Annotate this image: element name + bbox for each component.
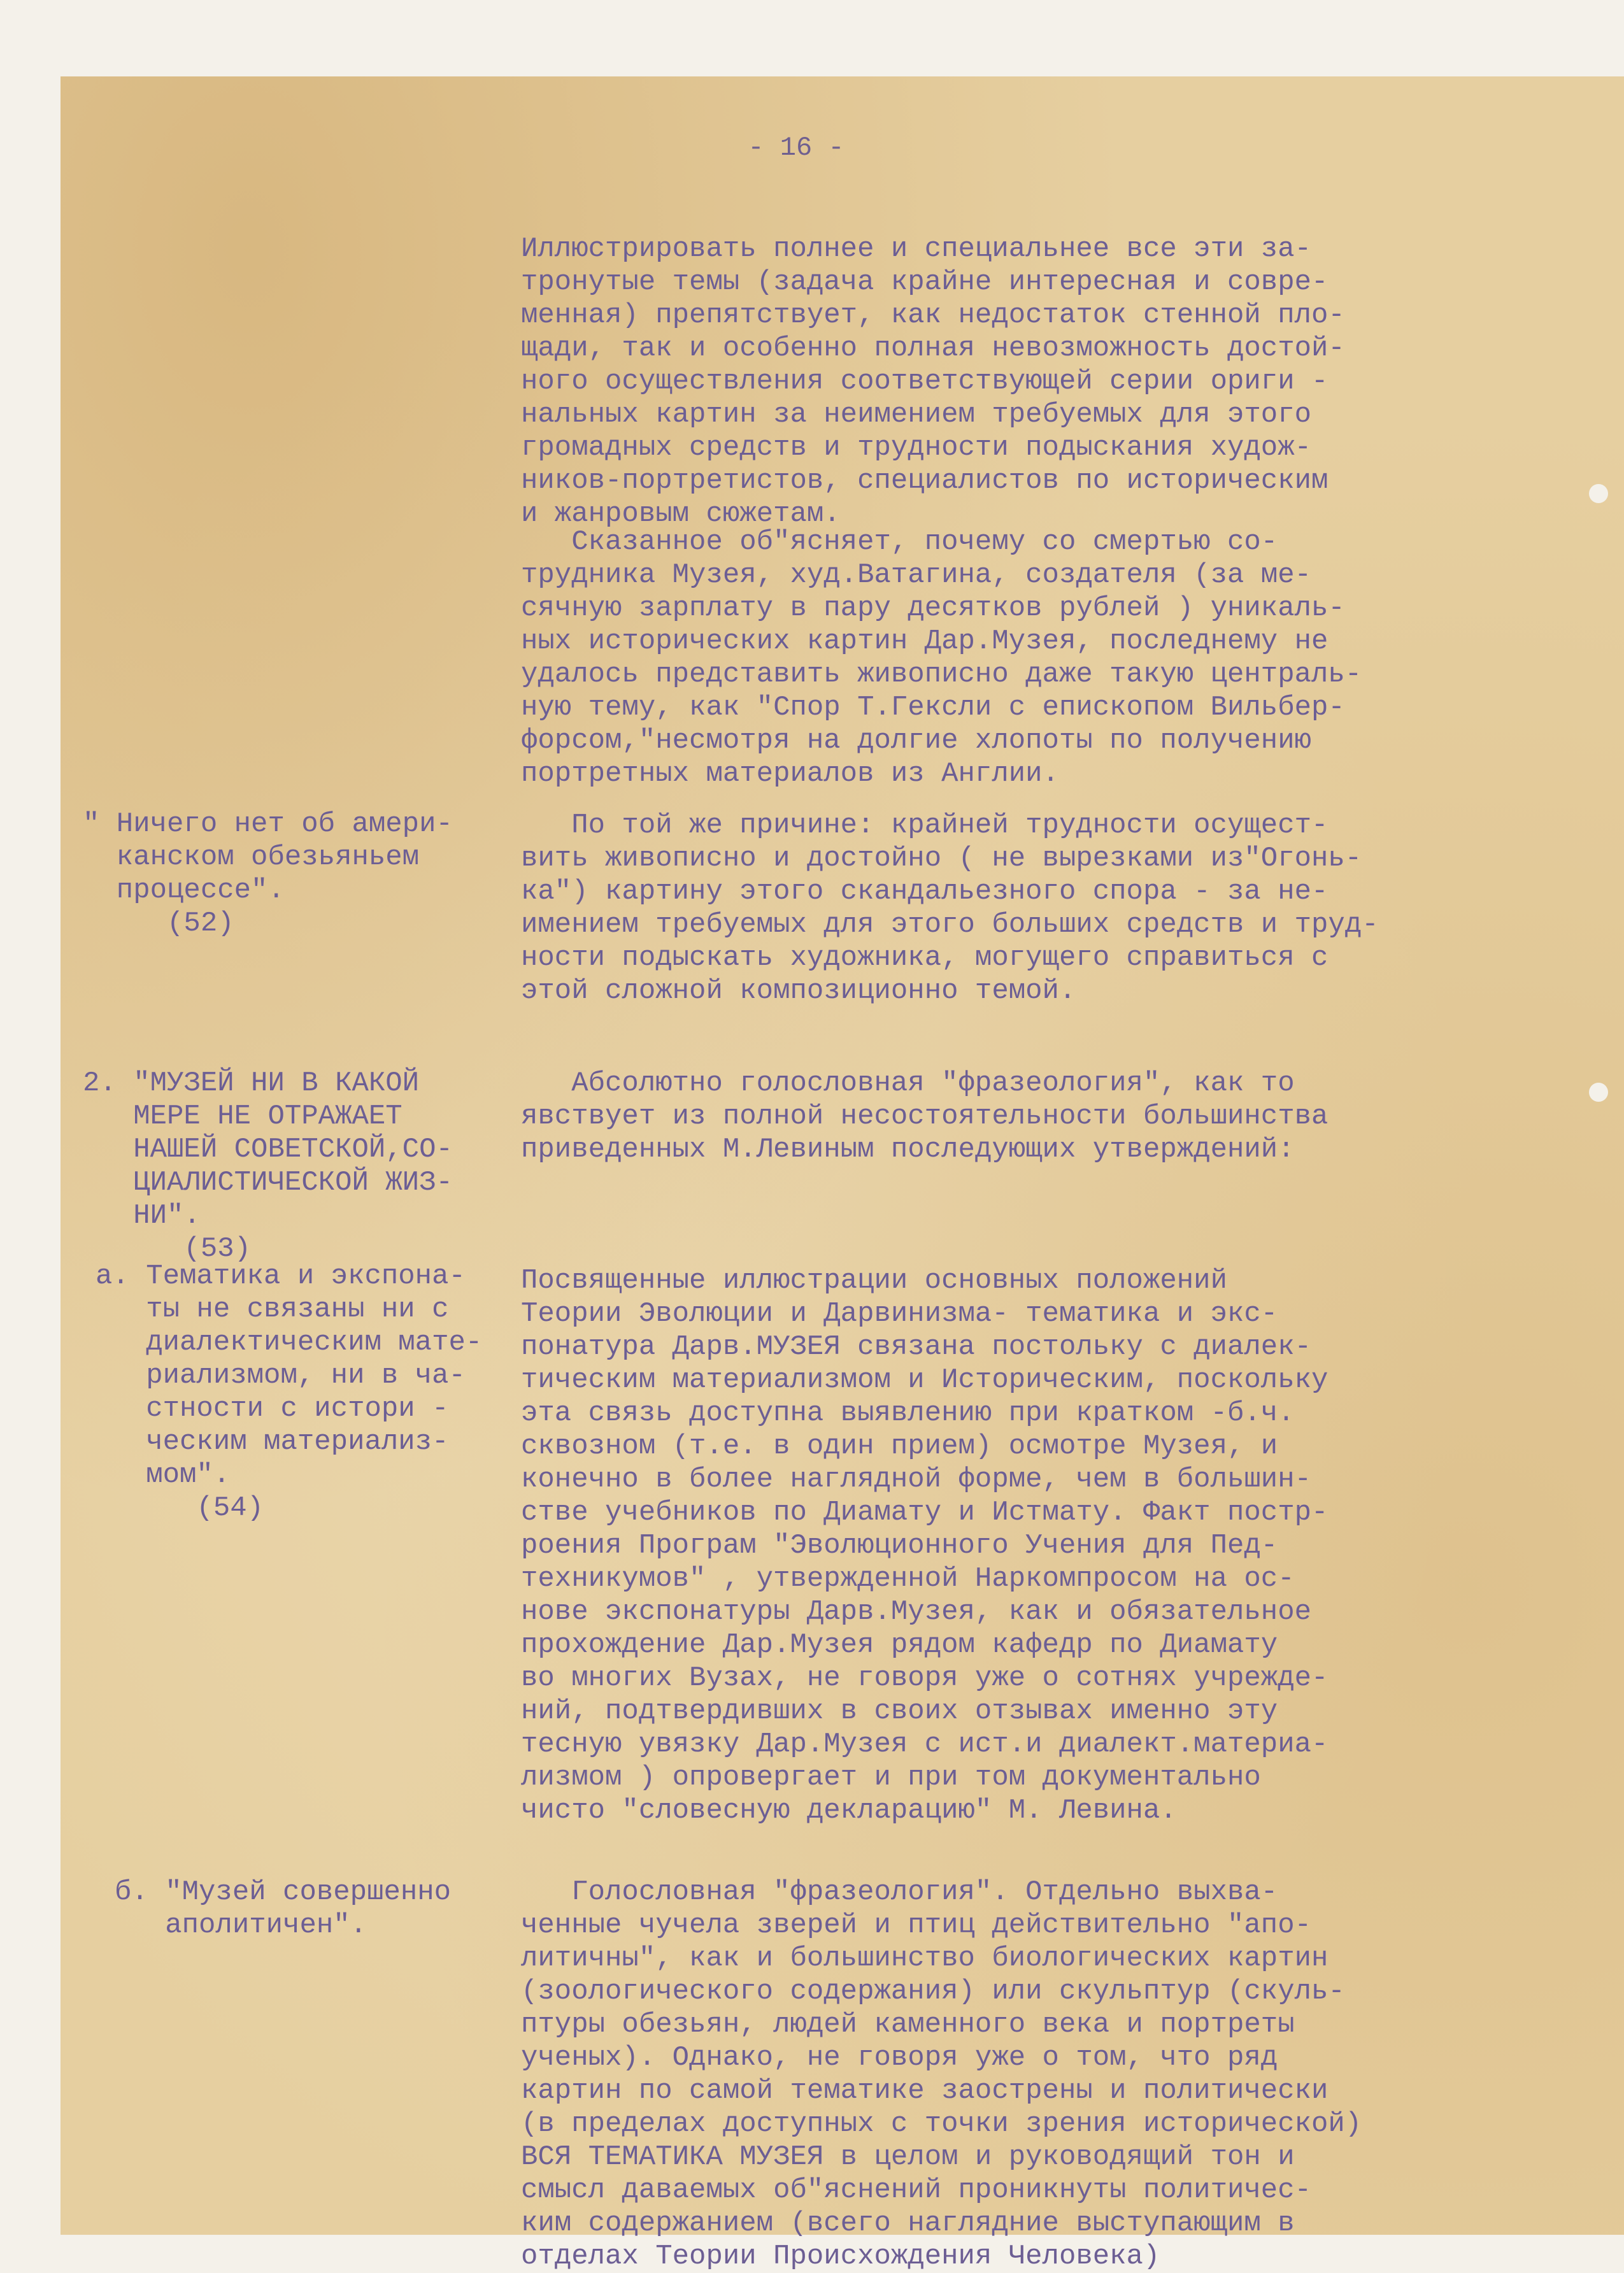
margin-note-53: 2. "МУЗЕЙ НИ В КАКОЙ МЕРЕ НЕ ОТРАЖАЕТ НАШЕЙ СОВЕТСКОЙ,СО- ЦИАЛИСТИЧЕСКОЙ ЖИЗ- НИ". (53) <box>83 1067 453 1265</box>
paragraph-explanation: Сказанное об"ясняет, почему со смертью со- трудника Музея, худ.Ватагина, создателя (за ме- сячную зарплату в пару десятков рублей ) уникаль- ных исторических картин Дар.Музея, последнему не удалось представить живописно даже такую централь- ную тему, как "Спор Т.Гексли с епископом Вильбер- форсом,"несмотря на долгие хлопоты по получению портретных материалов из Англии. <box>521 526 1362 790</box>
paragraph-dialectics: Посвященные иллюстрации основных положений Теории Эволюции и Дарвинизма- тематика и экс- понатура Дарв.МУЗЕЯ связана постольку с диалек- тическим материализмом и Историческим, поскольку эта связь доступна выявлению при кратком -б.ч. сквозном (т.е. в один прием) осмотре Музея, и конечно в более наглядной форме, чем в большин- стве учебников по Диамату и Истмату. Факт постр- роения Програм "Эволюционного Учения для Пед- техникумов" , утвержденной Наркомпросом на ос- нове экспонатуры Дарв.Музея, как и обязательное прохождение Дар.Музея рядом кафедр по Диамату во многих Вузах, не говоря уже о сотнях учрежде- ний, подтвердивших в своих отзывах именно эту тесную увязку Дар.Музея с ист.и диалект.материа- лизмом ) опровергает и при том документально чисто "словесную декларацию" М. Левина. <box>521 1265 1328 1827</box>
paragraph-apolitical: Голословная "фразеология". Отдельно выхва- ченные чучела зверей и птиц действительно "апо- литичны", как и большинство биологических картин (зоологического содержания) или скульптур (скуль- птуры обезьян, людей каменного века и портреты ученых). Однако, не говоря уже о том, что ряд картин по самой тематике заострены и политически (в пределах доступных с точки зрения исторической) ВСЯ ТЕМАТИКА МУЗЕЯ в целом и руководящий тон и смысл даваемых об"яснений проникнуты политичес- ким содержанием (всего наглядние выступающим в отделах Теории Происхождения Человека) <box>521 1876 1362 2272</box>
margin-note-54: а. Тематика и экспона- ты не связаны ни с диалектическим мате- риализмом, ни в ча- стности с истори - ческим материализ- мом". (54) <box>96 1260 483 1524</box>
margin-note-52: " Ничего нет об амери- канском обезьяньем процессе". (52) <box>83 808 453 939</box>
punch-hole <box>1589 484 1608 503</box>
page-number: - 16 - <box>748 132 844 163</box>
punch-hole <box>1589 1083 1608 1102</box>
margin-note-apolitical: б. "Музей совершенно аполитичен". <box>115 1876 452 1941</box>
paragraph-illustrate: Иллюстрировать полнее и специальнее все эти за- тронутые темы (задача крайне интересная и совре- менная) препятствует, как недостаток стенной пло- щади, так и особенно полная невозможность достой- ного осуществления соответствующей серии ориги - нальных картин за неимением требуемых для этого громадных средств и трудности подыскания худож- ников-портретистов, специалистов по историческим и жанровым сюжетам. <box>521 233 1345 530</box>
paragraph-phraseology: Абсолютно голословная "фразеология", как то явствует из полной несостоятельности большинства приведенных М.Левиным последующих утверждений: <box>521 1067 1328 1165</box>
paragraph-same-reason: По той же причине: крайней трудности осущест- вить живописно и достойно ( не вырезками из"Огонь- ка") картину этого скандальезного спора - за не- имением требуемых для этого больших средств и труд- ности подыскать художника, могущего справиться с этой сложной композиционно темой. <box>521 809 1379 1007</box>
